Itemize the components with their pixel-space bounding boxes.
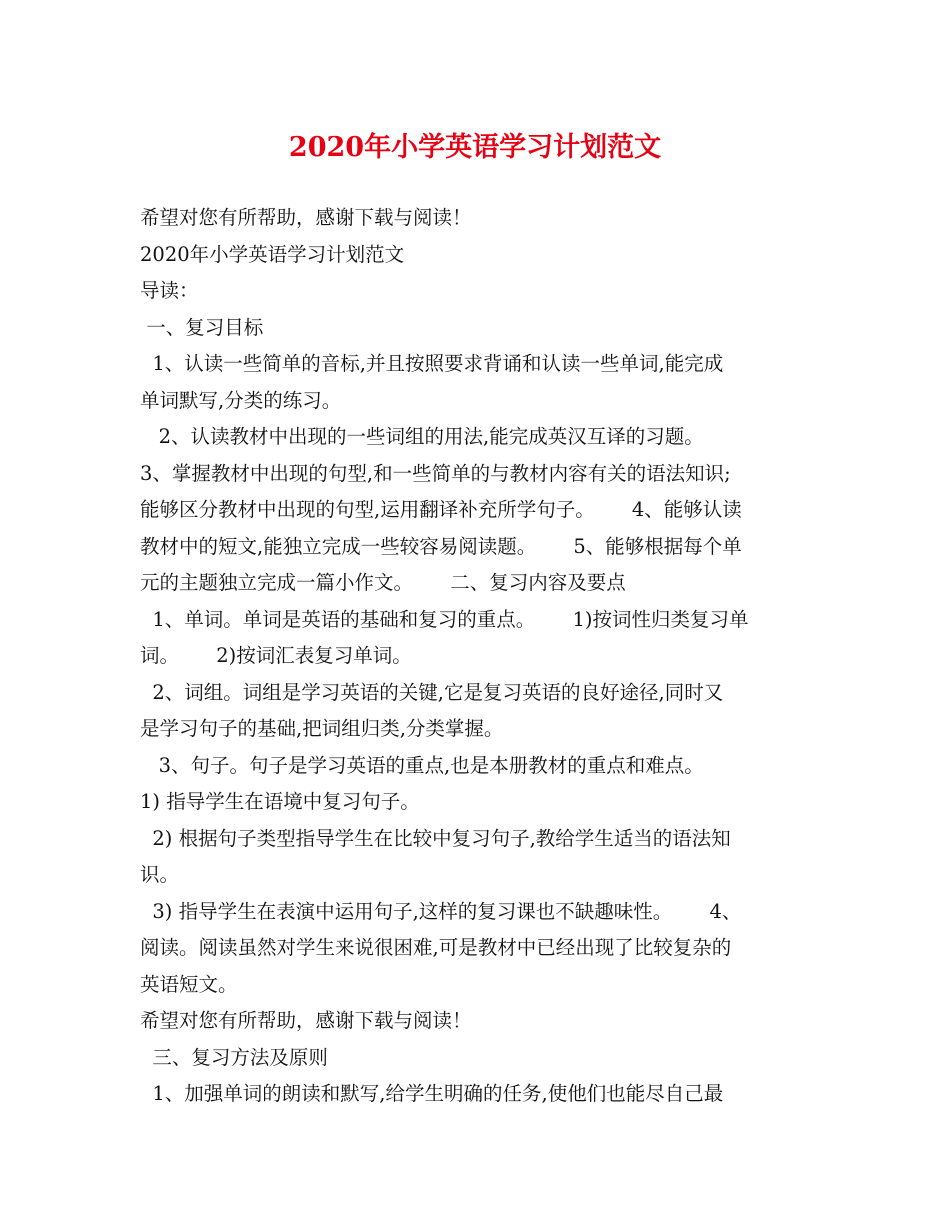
text-line-4: 一、复习目标: [140, 315, 264, 339]
text-line-5: 1、认读一些简单的音标,并且按照要求背诵和认读一些单词,能完成: [140, 352, 724, 375]
document-body: [140, 200, 815, 1113]
text-line-14: 2、词组。词组是学习英语的关键,它是复习英语的良好途径,同时又: [140, 680, 724, 704]
text-line-21: 阅读。阅读虽然对学生来说很困难,可是教材中已经出现了比较复杂的: [140, 936, 732, 959]
text-line-13: 词。 2)按词汇表复习单词。: [140, 644, 412, 667]
text-line-6: 单词默写,分类的练习。: [140, 388, 342, 412]
text-line-19: 识。: [140, 863, 180, 886]
text-line-1: 希望对您有所帮助，感谢下载与阅读！: [140, 206, 472, 229]
text-line-20: 3) 指导学生在表演中运用句子,这样的复习课也不缺趣味性。 4、: [140, 899, 742, 923]
text-line-18: 2) 根据句子类型指导学生在比较中复习句子,教给学生适当的语法知: [140, 826, 731, 850]
text-line-24: 三、复习方法及原则: [140, 1045, 328, 1069]
document-title: 2020年小学英语学习计划范文: [288, 132, 662, 163]
text-line-22: 英语短文。: [140, 972, 238, 996]
text-line-12: 1、单词。单词是英语的基础和复习的重点。 1)按词性归类复习单: [140, 607, 749, 631]
text-line-3: 导读：: [140, 279, 199, 302]
text-line-10: 教材中的短文,能独立完成一些较容易阅读题。 5、能够根据每个单: [140, 534, 742, 558]
text-line-8: 3、掌握教材中出现的句型,和一些简单的与教材内容有关的语法知识;: [140, 461, 731, 485]
text-line-17: 1) 指导学生在语境中复习句子。: [140, 790, 420, 813]
text-line-25: 1、加强单词的朗读和默写,给学生明确的任务,使他们也能尽自己最: [140, 1082, 724, 1105]
text-line-2: 2020年小学英语学习计划范文: [140, 242, 405, 266]
text-line-7: 2、认读教材中出现的一些词组的用法,能完成英汉互译的习题。: [140, 425, 704, 448]
text-line-23: 希望对您有所帮助，感谢下载与阅读！: [140, 1009, 472, 1032]
text-line-16: 3、句子。句子是学习英语的重点,也是本册教材的重点和难点。: [140, 753, 704, 777]
text-line-11: 元的主题独立完成一篇小作文。 二、复习内容及要点: [140, 571, 626, 594]
text-line-9: 能够区分教材中出现的句型,运用翻译补充所学句子。 4、能够认读: [140, 498, 742, 521]
text-line-15: 是学习句子的基础,把词组归类,分类掌握。: [140, 717, 504, 740]
